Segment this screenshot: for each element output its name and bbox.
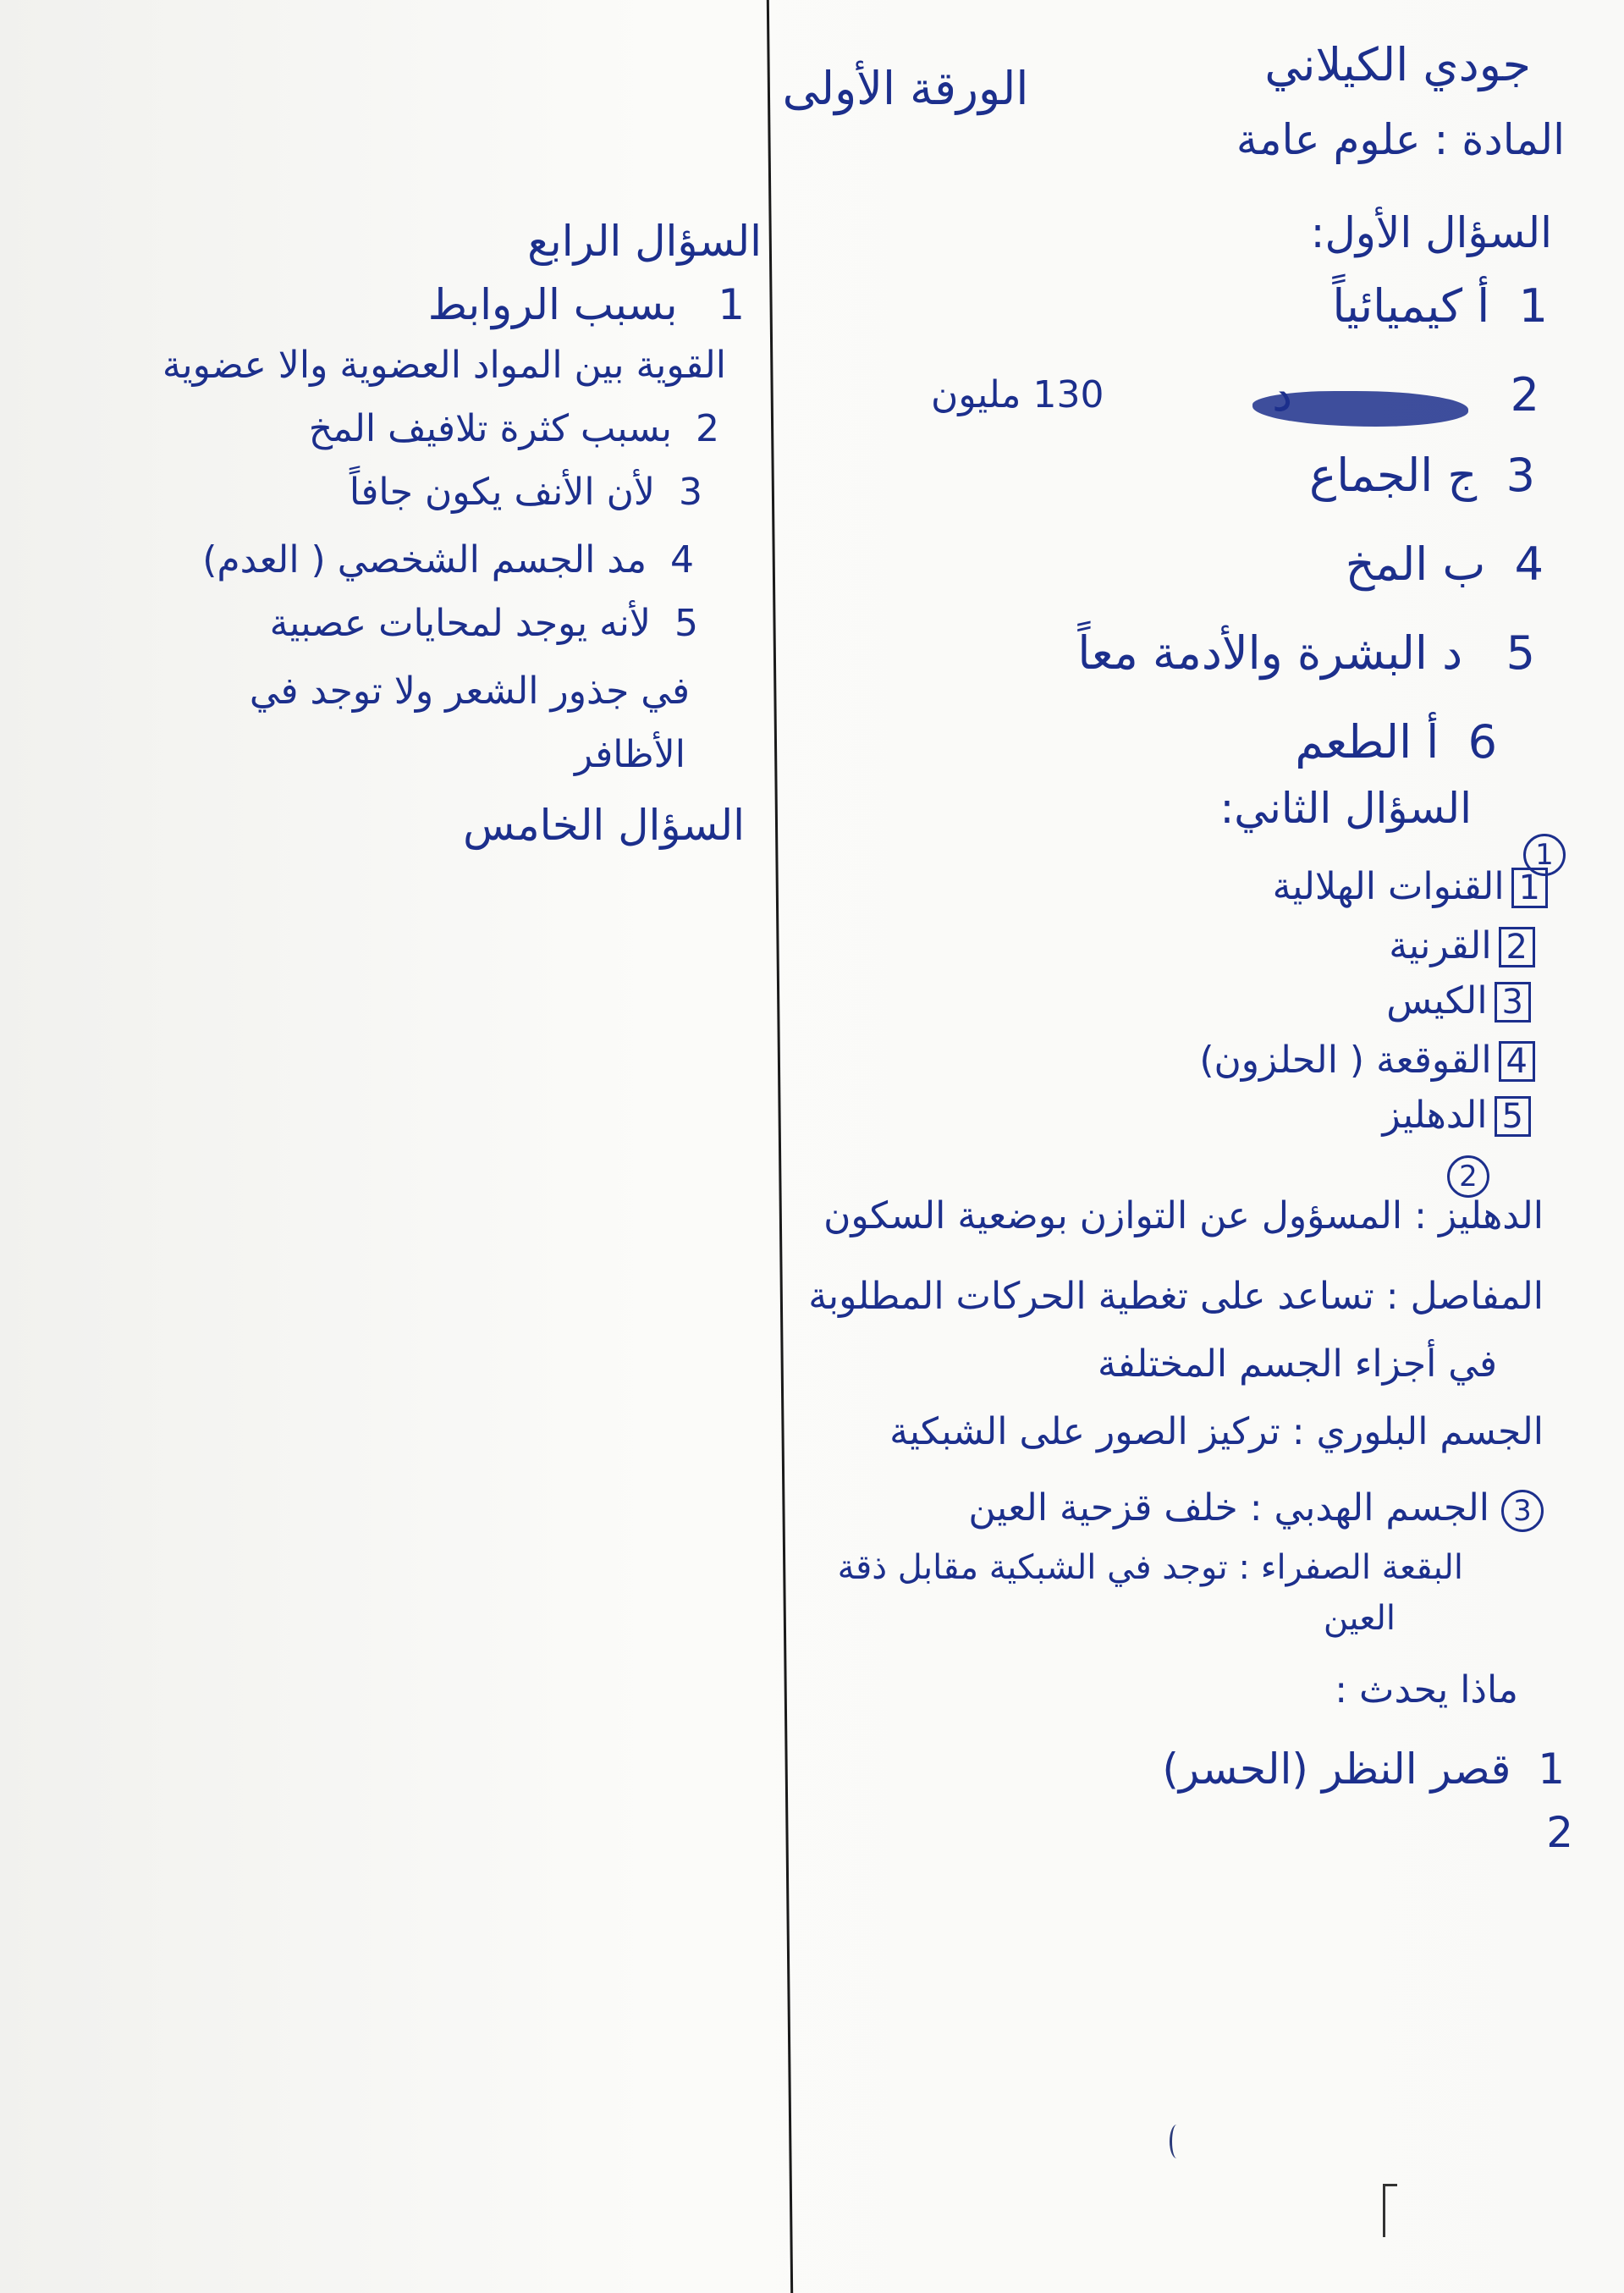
q4-line-num: 3 xyxy=(679,471,702,514)
q1-heading: السؤال الأول: xyxy=(1310,208,1552,257)
q4-line-2: القوية بين المواد العضوية والا عضوية xyxy=(162,344,726,387)
q4-line-6 xyxy=(190,602,698,645)
q1-answer-text: أ الطعم xyxy=(1295,715,1440,769)
q1-answer-text: د البشرة والأدمة معاً xyxy=(1077,626,1463,680)
q2-part2-line-4: الجسم البلوري : تركيز الصور على الشبكية xyxy=(889,1410,1544,1453)
q4-line-5 xyxy=(152,538,694,582)
q1-answer-6 xyxy=(1295,715,1497,769)
boxed-number: 1 xyxy=(1511,868,1548,908)
student-name: جودي الكيلاني xyxy=(1264,38,1531,91)
q1-answer-num: 3 xyxy=(1506,449,1535,502)
q1-answer-2-extra: 130 مليون xyxy=(931,373,1104,416)
q1-answer-num: 4 xyxy=(1514,537,1544,591)
q2-part3-line-3: العين xyxy=(1323,1599,1396,1638)
q1-answer-num: 2 xyxy=(1510,368,1539,422)
q4-line-8: الأظافر xyxy=(574,733,685,776)
q2-part3-text: الجسم الهدبي : خلف قزحية العين xyxy=(968,1486,1489,1530)
q2-item-text: القرنية xyxy=(1389,924,1492,967)
q4-line-1 xyxy=(254,280,745,329)
q2-part1-item-2 xyxy=(1389,924,1535,967)
circled-number: 2 xyxy=(1447,1155,1489,1198)
q4-line-text: بسبب كثرة تلافيف المخ xyxy=(308,407,673,450)
q2-item-text: الكيس xyxy=(1386,979,1488,1022)
q1-answer-text: ب المخ xyxy=(1345,537,1486,591)
page-divider-line xyxy=(767,0,793,2293)
boxed-number: 4 xyxy=(1499,1041,1535,1082)
q2-item-text: القوقعة ( الحلزون) xyxy=(1199,1039,1492,1082)
q4-line-num: 4 xyxy=(670,538,694,582)
q2-part1-item-4 xyxy=(1199,1041,1535,1082)
q1-answer-3 xyxy=(1309,449,1535,502)
q4-line-text: مد الجسم الشخصي ( العدم) xyxy=(202,538,647,582)
q4-line-num: 5 xyxy=(674,602,698,645)
q5-heading: السؤال الخامس xyxy=(463,801,745,850)
q4-line-3 xyxy=(228,407,719,450)
q2-part1-item-5 xyxy=(1382,1096,1531,1137)
what-happens-item-1 xyxy=(1162,1745,1565,1794)
subject-line: المادة : علوم عامة xyxy=(1236,115,1565,164)
q1-answer-text: ج الجماع xyxy=(1309,449,1478,502)
boxed-number: 3 xyxy=(1495,982,1531,1022)
what-happens-item-2 xyxy=(1546,1808,1573,1857)
q4-line-text: لأن الأنف يكون جافاً xyxy=(349,471,656,514)
q2-item-text: القنوات الهلالية xyxy=(1272,865,1505,908)
q4-line-7: في جذور الشعر ولا توجد في xyxy=(249,670,690,713)
q2-part2-line-2: المفاصل : تساعد على تغطية الحركات المطلوبة xyxy=(808,1275,1544,1318)
q2-item-text: الدهليز xyxy=(1382,1094,1488,1137)
q2-part2-marker xyxy=(1447,1155,1489,1198)
q4-line-num: 2 xyxy=(696,407,719,450)
q2-part2-line-3: في أجزاء الجسم المختلفة xyxy=(1097,1342,1497,1386)
stray-pen-mark xyxy=(1170,2125,1184,2158)
circled-number: 3 xyxy=(1501,1490,1544,1532)
item-num: 2 xyxy=(1546,1808,1573,1857)
q1-answer-text: أ كيميائياً xyxy=(1332,279,1490,333)
sheet-title: الورقة الأولى xyxy=(782,62,1029,115)
q2-part1-item-3 xyxy=(1386,979,1531,1022)
item-num: 1 xyxy=(1538,1745,1565,1794)
q1-answer-num: 6 xyxy=(1467,715,1497,769)
circled-number: 1 xyxy=(1523,834,1566,876)
item-text: قصر النظر (الحسر) xyxy=(1162,1745,1511,1794)
q4-line-num: 1 xyxy=(718,280,745,329)
q2-part3-line-2: البقعة الصفراء : توجد في الشبكية مقابل ذقة xyxy=(837,1548,1463,1587)
boxed-number: 5 xyxy=(1495,1096,1531,1137)
stray-bracket-mark xyxy=(1383,2184,1397,2237)
q4-line-4 xyxy=(220,471,702,514)
what-happens-heading: ماذا يحدث : xyxy=(1335,1668,1518,1711)
q2-part2-line-1: الدهليز : المسؤول عن التوازن بوضعية السكون xyxy=(823,1194,1544,1237)
q1-answer-4 xyxy=(1345,537,1544,591)
q1-answer-num: 1 xyxy=(1518,279,1548,333)
q2-part3-line-1 xyxy=(968,1486,1544,1532)
boxed-number: 2 xyxy=(1499,927,1535,967)
q4-line-text: لأنه يوجد لمحايات عصبية xyxy=(269,602,652,645)
q1-answer-num: 5 xyxy=(1506,626,1535,680)
q4-line-text: بسبب الروابط xyxy=(427,280,678,329)
q1-answer-1 xyxy=(1332,279,1548,333)
q2-heading: السؤال الثاني: xyxy=(1219,784,1472,833)
q4-heading: السؤال الرابع xyxy=(527,217,762,266)
q1-answer-5 xyxy=(1077,626,1535,680)
q2-part1-item-1 xyxy=(1272,865,1548,908)
